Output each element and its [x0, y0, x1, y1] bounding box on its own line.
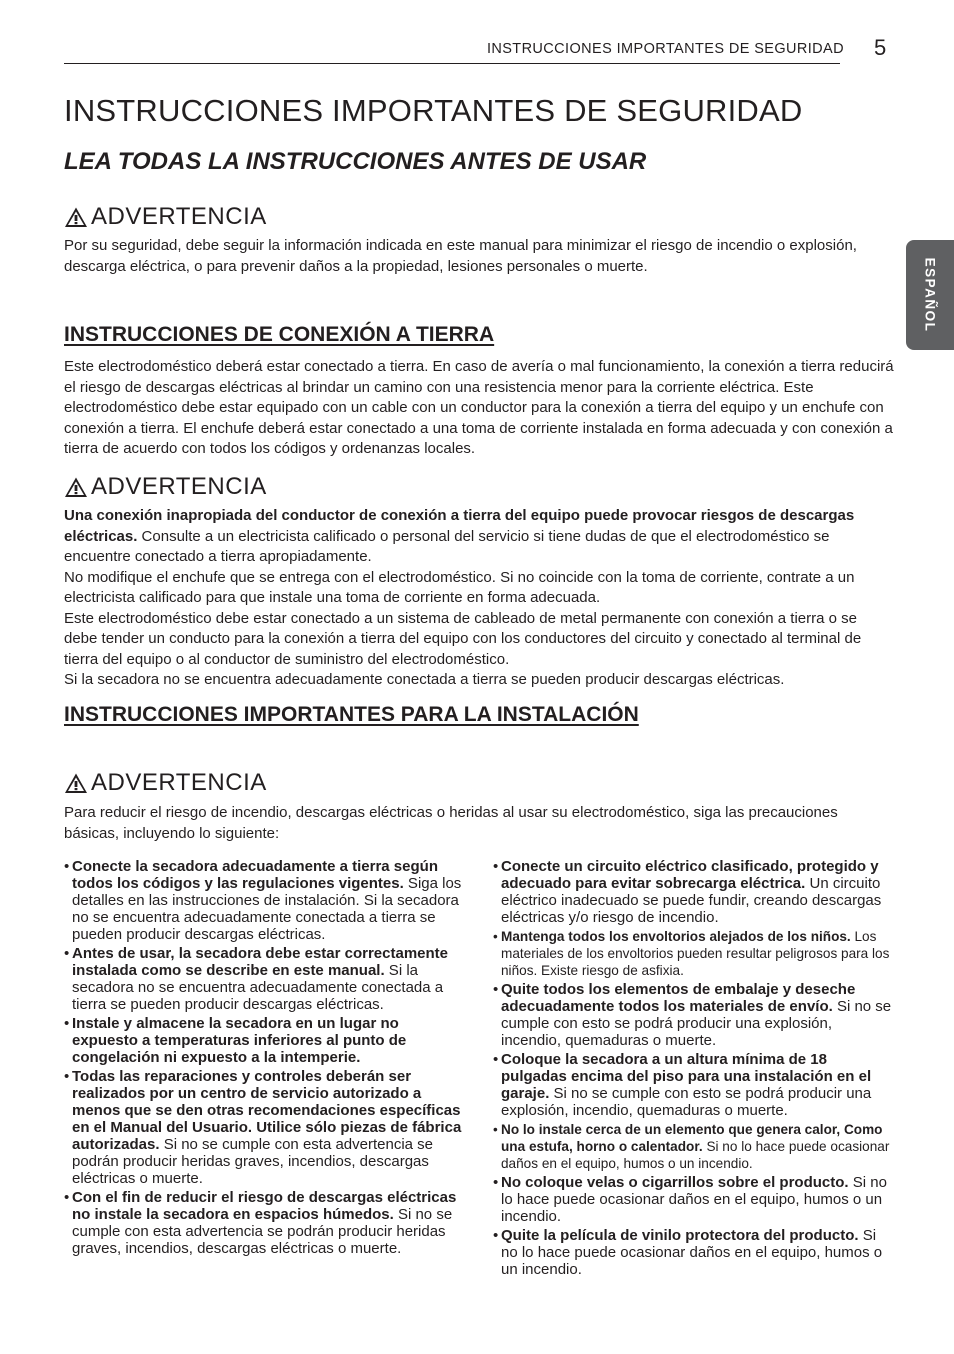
item-bold: Coloque la secadora a un altura mínima de 18 pulgadas encima del piso para una instalación en el garaje.	[501, 1051, 872, 1102]
warning-heading-1	[64, 202, 267, 232]
item-bold: No lo instale cerca de un elemento que genera calor, Como una estufa, horno o calentador.	[501, 1122, 883, 1154]
list-item: • Instale y almacene la secadora en un lugar no expuesto a temperaturas inferiores al punto de congelación ni expuesto a la intemperie.	[64, 1015, 407, 1066]
item-bold: No coloque velas o cigarrillos sobre el producto.	[501, 1174, 849, 1191]
warning-label: ADVERTENCIA	[91, 203, 267, 230]
list-item: • Conecte la secadora adecuadamente a tierra según todos los códigos y las regulaciones vigentes. Siga los detalles en las instrucciones de instalación. Si la secadora no se encuentra adecuadamente conectada a tierra se pueden producir descargas eléctricas.	[64, 858, 462, 943]
warning2-p1	[64, 506, 894, 568]
list-item: • No coloque velas o cigarrillos sobre el producto. Si no lo hace puede ocasionar daños en el equipo, humos o un incendio.	[493, 1174, 887, 1225]
item-text: Los materiales de los envoltorios pueden resultar peligrosos para los niños. Existe riesgo de asfixia.	[501, 929, 890, 978]
warning2-p1-text: Consulte a un electricista calificado o personal del servicio si tiene dudas de que el electrodoméstico se encuentre conectado a tierra apropiadamente.	[64, 527, 830, 565]
left-column	[64, 858, 464, 1259]
item-text: Siga los detalles en las instrucciones de instalación. Si la secadora no se encuentra adecuadamente conectada a tierra se pueden producir descargas eléctricas.	[72, 875, 462, 943]
item-text: Si no se cumple con esto se podrá producir una explosión, incendio, quemaduras o muerte.	[501, 1085, 872, 1119]
item-bold: Conecte un circuito eléctrico clasificado, protegido y adecuado para evitar sobrecarga eléctrica.	[501, 858, 879, 892]
item-bold: Quite la película de vinilo protectora del producto.	[501, 1227, 859, 1244]
item-text: Si la secadora no se encuentra adecuadamente conectada a tierra se pueden producir descargas eléctricas.	[72, 962, 444, 1013]
warning2-p3: Este electrodoméstico debe estar conectado a un sistema de cableado de metal permanente con conexión a tierra o se debe tender un conducto para la conexión a tierra del equipo con los conductores del circuito y conectado al terminal de tierra del equipo o al conductor de suministro del electrodoméstico.	[64, 609, 862, 668]
page-title: INSTRUCCIONES IMPORTANTES DE SEGURIDAD	[64, 93, 803, 128]
language-tab-label: ESPAÑOL	[922, 257, 938, 333]
item-text: Si no lo hace puede ocasionar daños en el equipo, humos o un incendio.	[501, 1139, 890, 1171]
list-item: • Mantenga todos los envoltorios alejados de los niños. Los materiales de los envoltorios pueden resultar peligrosos para los niños. Existe riesgo de asfixia.	[493, 929, 890, 978]
item-bold: Todas las reparaciones y controles deberán ser realizados por un centro de servicio autorizado a menos que se den otras recomendaciones específicas en el Manual del Usuario. Utilice sólo piezas de fábrica autorizadas.	[72, 1068, 462, 1153]
warning2-bold: Una conexión inapropiada del conductor de conexión a tierra del equipo puede provocar riesgos de descargas eléctricas.	[64, 507, 855, 545]
warning-heading-3	[64, 768, 267, 798]
grounding-text: Este electrodoméstico deberá estar conectado a tierra. En caso de avería o mal funcionamiento, la conexión a tierra reducirá el riesgo de descargas eléctricas al brindar un camino con una resistencia menor para la corriente eléctrica. Este electrodoméstico debe estar equipado con un cable con un conductor para la conexión a tierra del equipo y un enchufe con conexión a tierra. El enchufe deberá estar conectado a una toma de corriente instalada en forma adecuada y con conexión a tierra de acuerdo con todos los códigos y ordenanzas locales.	[64, 358, 894, 457]
item-bold: Quite todos los elementos de embalaje y deseche adecuadamente todos los materiales de envío.	[501, 981, 856, 1015]
installation-intro: Para reducir el riesgo de incendio, descargas eléctricas o heridas al usar su electrodoméstico, siga las precauciones básicas, incluyendo lo siguiente:	[64, 804, 838, 842]
item-text: Si no se cumple con esta advertencia se podrán producir heridas graves, incendios, descargas eléctricas o muerte.	[72, 1136, 434, 1187]
page-subtitle: LEA TODAS LA INSTRUCCIONES ANTES DE USAR	[64, 148, 647, 175]
warning1-text: Por su seguridad, debe seguir la información indicada en este manual para minimizar el riesgo de incendio o explosión, descarga eléctrica, o para prevenir daños a la propiedad, lesiones personales o muerte.	[64, 237, 857, 275]
list-item: • Todas las reparaciones y controles deberán ser realizados por un centro de servicio autorizado a menos que se den otras recomendaciones específicas en el Manual del Usuario. Utilice sólo piezas de fábrica autorizadas. Si no se cumple con esta advertencia se podrán producir heridas graves, incendios, descargas eléctricas o muerte.	[64, 1068, 462, 1187]
item-bold: Antes de usar, la secadora debe estar correctamente instalada como se describe en este manual.	[72, 945, 449, 979]
list-item: • Quite la película de vinilo protectora del producto. Si no lo hace puede ocasionar daños en el equipo, humos o un incendio.	[493, 1227, 883, 1278]
item-text: Si no se cumple con esta advertencia se podrán producir heridas graves, incendios, descargas eléctricas o muerte.	[72, 1206, 453, 1257]
item-text: Si no lo hace puede ocasionar daños en el equipo, humos o un incendio.	[501, 1174, 887, 1225]
item-text: Si no se cumple con esto se podrá producir una explosión, incendio, quemaduras o muerte.	[501, 998, 892, 1049]
warning-triangle-icon	[64, 206, 88, 228]
warning-triangle-icon	[64, 476, 88, 498]
page-number: 5	[874, 35, 887, 60]
right-column	[493, 858, 893, 1280]
item-bold: Conecte la secadora adecuadamente a tierra según todos los códigos y las regulaciones vigentes.	[72, 858, 438, 892]
grounding-heading: INSTRUCCIONES DE CONEXIÓN A TIERRA	[64, 323, 495, 346]
list-item: • Coloque la secadora a un altura mínima de 18 pulgadas encima del piso para una instalación en el garaje. Si no se cumple con esto se podrá producir una explosión, incendio, quemaduras o muerte.	[493, 1051, 872, 1119]
warning2-p2: No modifique el enchufe que se entrega con el electrodoméstico. Si no coincide con la toma de corriente, contrate a un electricista calificado para que instale una toma de corriente en forma adecuada.	[64, 568, 855, 606]
list-item: • Conecte un circuito eléctrico clasificado, protegido y adecuado para evitar sobrecarga eléctrica. Un circuito eléctrico inadecuado se puede fundir, creando descargas eléctricas y/o riesgo de incendio.	[493, 858, 882, 926]
list-item: • Con el fin de reducir el riesgo de descargas eléctricas no instale la secadora en espacios húmedos. Si no se cumple con esta advertencia se podrán producir heridas graves, incendios, descargas eléctricas o muerte.	[64, 1189, 457, 1257]
running-title: INSTRUCCIONES IMPORTANTES DE SEGURIDAD	[486, 41, 844, 57]
list-item: • Quite todos los elementos de embalaje y deseche adecuadamente todos los materiales de envío. Si no se cumple con esto se podrá producir una explosión, incendio, quemaduras o muerte.	[493, 981, 892, 1049]
warning-label: ADVERTENCIA	[91, 473, 267, 500]
list-item: • No lo instale cerca de un elemento que genera calor, Como una estufa, horno o calentador. Si no lo hace puede ocasionar daños en el equipo, humos o un incendio.	[493, 1122, 890, 1171]
item-bold: Con el fin de reducir el riesgo de descargas eléctricas no instale la secadora en espacios húmedos.	[72, 1189, 457, 1223]
list-item: • Antes de usar, la secadora debe estar correctamente instalada como se describe en este manual. Si la secadora no se encuentra adecuadamente conectada a tierra se pueden producir descargas eléctricas.	[64, 945, 449, 1013]
language-tab	[906, 240, 954, 350]
warning2-text	[64, 506, 894, 691]
item-text: Si no lo hace puede ocasionar daños en el equipo, humos o un incendio.	[501, 1227, 883, 1278]
warning-label: ADVERTENCIA	[91, 769, 267, 796]
header-rule	[64, 63, 840, 64]
warning-heading-2	[64, 472, 267, 502]
item-bold: Mantenga todos los envoltorios alejados de los niños.	[501, 929, 851, 944]
warning2-p4: Si la secadora no se encuentra adecuadamente conectada a tierra se pueden producir descargas eléctricas.	[64, 671, 785, 688]
item-text: Un circuito eléctrico inadecuado se puede fundir, creando descargas eléctricas y/o riesgo de incendio.	[501, 875, 882, 926]
warning-triangle-icon	[64, 772, 88, 794]
item-bold: Instale y almacene la secadora en un lugar no expuesto a temperaturas inferiores al punto de congelación ni expuesto a la intemperie.	[72, 1015, 407, 1066]
installation-heading: INSTRUCCIONES IMPORTANTES PARA LA INSTALACIÓN	[64, 703, 639, 726]
